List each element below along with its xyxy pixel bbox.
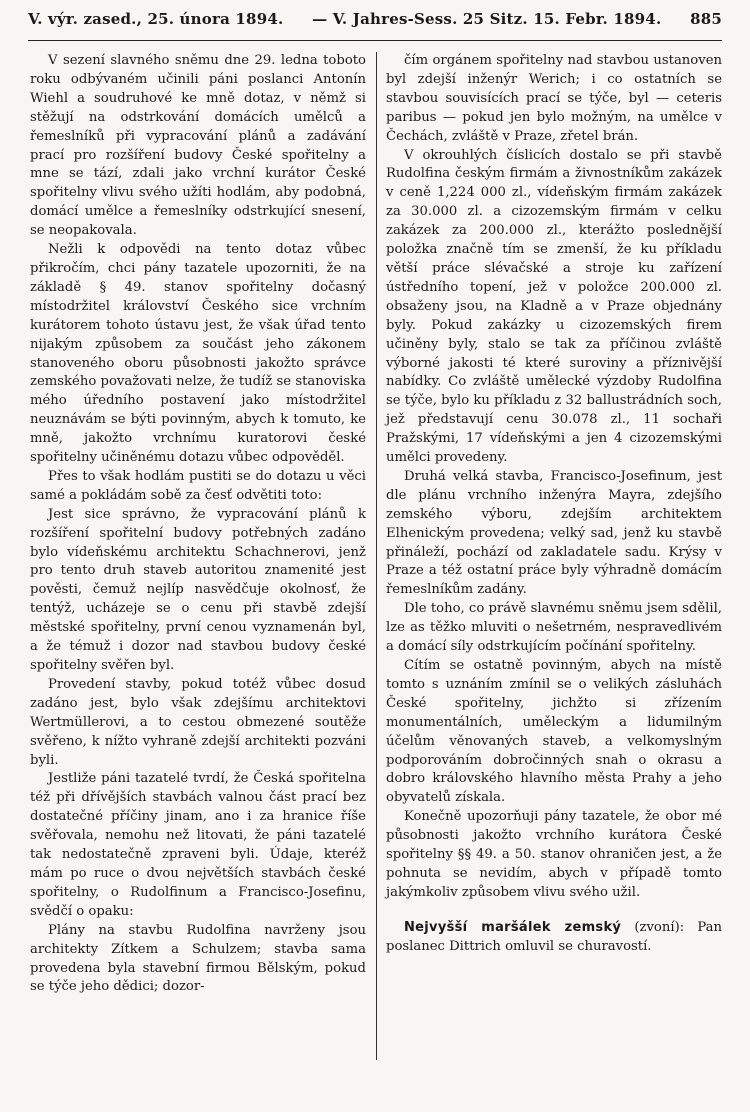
speaker-action: (zvoní): <box>634 919 685 935</box>
paragraph: Dle toho, co právě slavnému sněmu jsem sdělil, lze as těžko mluviti o nešetrném, nespravedlivém a domácí síly odstrkujícím počínání spořitelny. <box>386 601 722 655</box>
paragraph: V sezení slavného sněmu dne 29. ledna toboto roku odbývaném učinili páni poslanci Antonín Wiehl a soudruhové ke mně dotaz, v němž si stěžují na odstrkování domácích umělců a řemeslníků při vypracování plánů a zadávání prací pro rozšíření budovy České spořitelny a mne se tází, zdali jako vrchní kurátor České spořitelny vlivu svého užíti hodlám, aby podobná, domácí umělce a řemeslníky odstrkující snesení, se neopakovala. <box>30 53 366 239</box>
paragraph: Konečně upozorňuji pány tazatele, že obor mé působnosti jakožto vrchního kurátora České spořitelny §§ 49. a 50. stanov ohraničen jest, a že pohnuta se nevidím, abych v případě tomto jakýmkoliv způsobem vlivu svého užil. <box>386 809 722 900</box>
paragraph: Jest sice správno, že vypracování plánů k rozšíření spořitelní budovy potřebných zadáno bylo vídeňskému architektu Schachnerovi, jenž pro tento druh staveb autoritou znamenité jest pověsti, čemuž nejlíp nasvědčuje okolnosť, že tentýž, ucházeje se o cenu při stavbě zdejší městské spořitelny, první cenou vyznamenán byl, a že témuž i dozor nad stavbou budovy české spořitelny svěřen byl. <box>30 506 366 673</box>
paragraph: Cítím se ostatně povinným, abych na místě tomto s uznáním zmínil se o velikých zásluhách České spořitelny, jichžto si zřízením monumentálních, uměleckým a lidumilným účelům věnovaných staveb, a velkomyslným podporováním dobročinných snah o okrasu a dobro královského hlavního města Prahy a jeho obyvatelů získala. <box>386 658 722 806</box>
speaker-paragraph <box>386 919 722 957</box>
paragraph: V okrouhlých číslicích dostalo se při stavbě Rudolfina českým firmám a živnostníkům zakázek v ceně 1,224 000 zl., vídeňským firmám zakázek za 30.000 zl. a cizozemským firmám v celku zakázek za 200.000 zl., kterážto poslednější položka značně tím se zmenší, že ku příkladu větší práce slévačské a stroje ku zařízení ústředního topení, jež v položce 200.000 zl. obsaženy jsou, na Kladně a v Praze objednány byly. Pokud zakázky u cizozemských firem učiněny byly, stalo se tak za příčinou zvláště výborné jakosti té které suroviny a příznivější nabídky. Co zvláště umělecké výzdoby Rudolfina se týče, bylo ku příkladu z 32 ballustrádních soch, jež představují cenu 30.078 zl., 11 sochaři Pražskými, 17 vídeňskými a jen 4 cizozemskými umělci provedeny. <box>386 147 722 466</box>
paragraph: čím orgánem spořitelny nad stavbou ustanoven byl zdejší inženýr Werich; i co ostatních se stavbou souvisících prací se týče, byl — ceteris paribus — pokud jen bylo možným, na umělce v Čechách, zvláště v Praze, zřetel brán. <box>386 53 722 144</box>
paragraph: Provedení stavby, pokud totéž vůbec dosud zadáno jest, bylo však zdejšímu architektovi Wertmüllerovi, a to cestou obmezené soutěže svěřeno, k nížto vyhraně zdejší architekti pozváni byli. <box>30 676 366 768</box>
speaker-name: Nejvyšší maršálek zemský <box>404 919 622 935</box>
header-left: V. výr. zased., 25. února 1894. <box>28 10 284 28</box>
right-column <box>386 52 722 957</box>
paragraph: Plány na stavbu Rudolfina navrženy jsou architekty Zítkem a Schulzem; stavba sama provedena byla stavební firmou Bělským, pokud se týče jeho dědici; dozor- <box>30 922 366 995</box>
paragraph: Přes to však hodlám pustiti se do dotazu u věci samé a pokládám sobě za česť odvětiti toto: <box>30 468 366 503</box>
page-number: 885 <box>690 10 722 28</box>
paragraph: Jestliže páni tazatelé tvrdí, že Česká spořitelna též při dřívějších stavbách valnou část prací bez dostatečné příčiny jinam, ano i za hranice říše svěřovala, nemohu než litovati, že páni tazatelé tak nedostatečně zpraveni byli. Údaje, kteréž mám po ruce o dvou největších stavbách české spořitelny, o Rudolfinum a Francisco-Josefinu, svědčí o opaku: <box>30 771 366 919</box>
paragraph: Nežli k odpovědi na tento dotaz vůbec přikročím, chci pány tazatele upozorniti, že na základě § 49. stanov spořitelny dočasný místodržitel království Českého sice vrchním kurátorem tohoto ústavu jest, že však úřad tento nijakým způsobem za součást jeho zákonem stanoveného oboru působnosti jakožto správce zemského považovati nelze, že tudíž se stanoviska mého úředního postavení jako místodržitel neuznávám se býti povinným, abych k tomuto, ke mně, jakožto vrchnímu kuratorovi české spořitelny učiněnému dotazu vůbec odpověděl. <box>30 242 366 466</box>
column-divider <box>376 52 377 1060</box>
paragraph: Druhá velká stavba, Francisco-Josefinum, jest dle plánu vrchního inženýra Mayra, zdejšího zemského výboru, zdejším architektem Elhenickým provedena; velký sad, jenž ku stavbě přináleží, pochází od zakladatele sadu. Krýsy v Praze a též ostatní práce byly výhradně domácím řemeslníkům zadány. <box>386 468 722 598</box>
header-center: — V. Jahres-Sess. 25 Sitz. 15. Febr. 1894. <box>312 10 662 28</box>
speaker-text: Pan poslanec Dittrich omluvil se churavostí. <box>386 919 723 954</box>
header-rule <box>28 40 722 41</box>
left-column <box>30 52 366 997</box>
page-header <box>28 10 722 40</box>
